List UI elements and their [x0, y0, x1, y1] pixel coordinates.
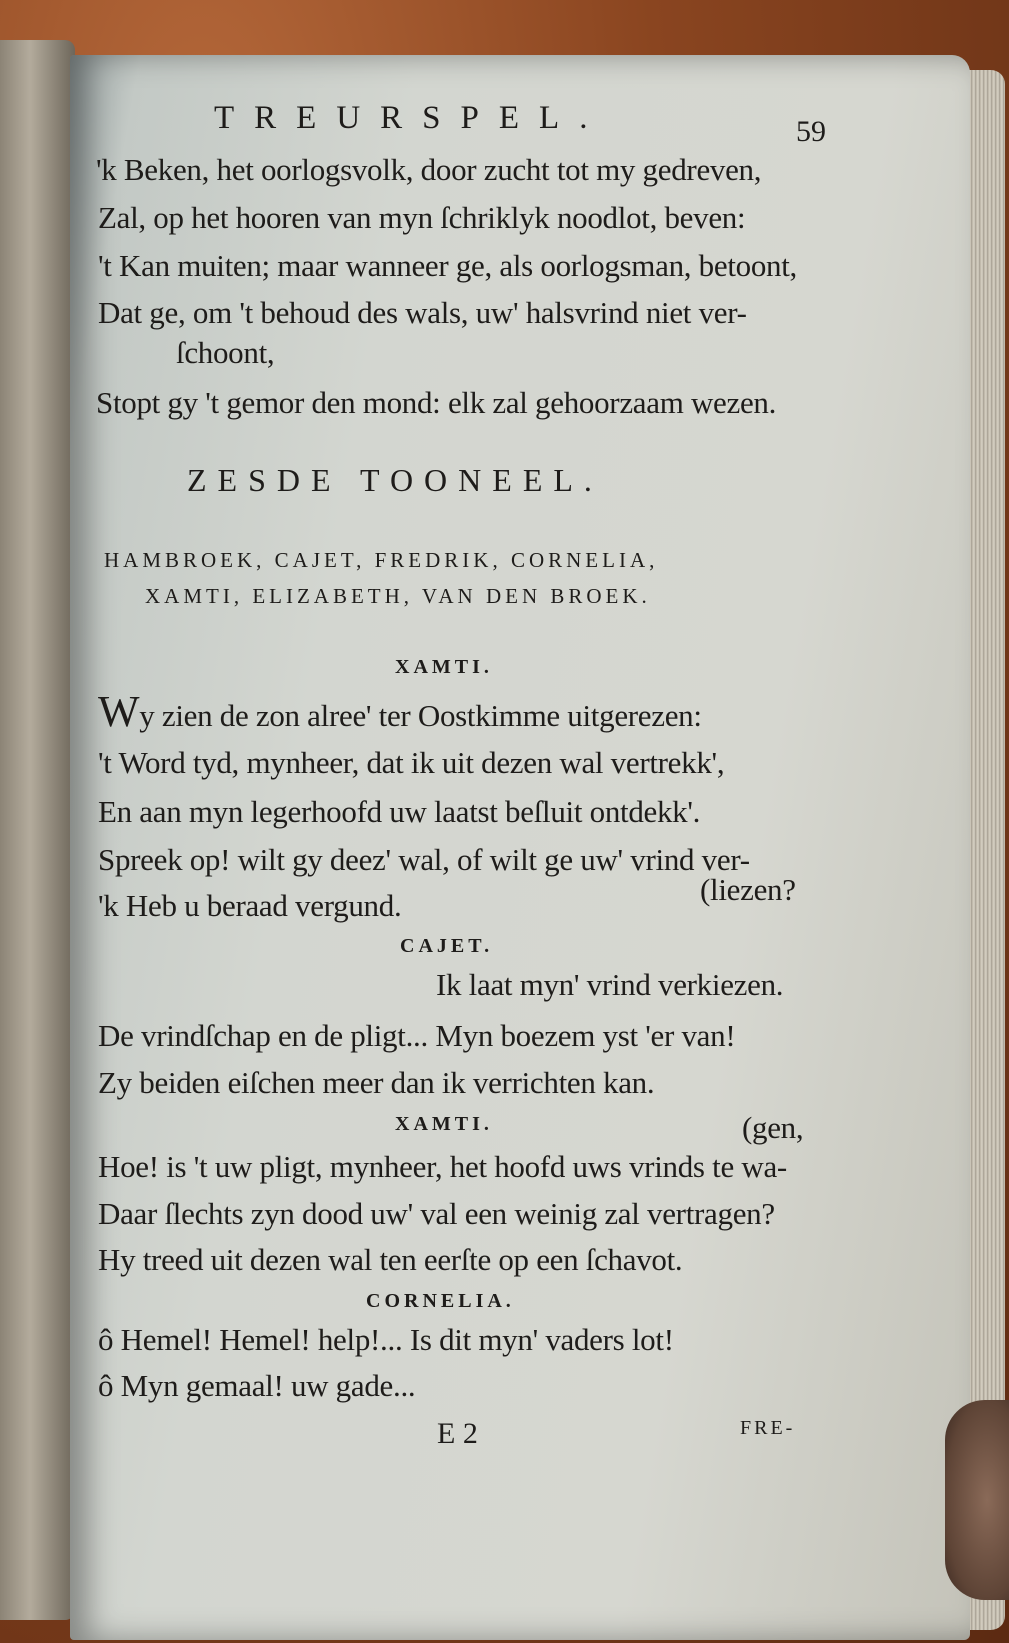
verse-line: Stopt gy 't gemor den mond: elk zal gehoorzaam wezen.: [96, 385, 777, 420]
page-number: 59: [796, 115, 826, 148]
catchword: FRE-: [740, 1417, 796, 1439]
drop-capital: W: [98, 687, 140, 736]
thumb: [945, 1400, 1009, 1600]
speaker-name: CAJET.: [400, 935, 494, 957]
speaker-name: XAMTI.: [395, 656, 493, 678]
dialogue-line: [98, 687, 702, 736]
verse-line: 'k Beken, het oorlogsvolk, door zucht tot my gedreven,: [96, 152, 762, 187]
dialogue-line: Zy beiden eiſchen meer dan ik verrichten kan.: [98, 1065, 655, 1100]
scene-title: ZESDE TOONEEL.: [187, 462, 603, 498]
turnover-text: (gen,: [742, 1110, 804, 1145]
verse-line: ſchoont,: [176, 335, 275, 370]
dialogue-line: 'k Heb u beraad vergund.: [98, 888, 402, 923]
dialogue-line: Daar ſlechts zyn dood uw' val een weinig zal vertragen?: [98, 1196, 775, 1231]
dialogue-line: Hy treed uit dezen wal ten eerſte op een ſchavot.: [98, 1242, 683, 1277]
turnover-text: (liezen?: [700, 872, 796, 907]
verse-line: 't Kan muiten; maar wanneer ge, als oorlogsman, betoont,: [98, 248, 798, 283]
running-head: TREURSPEL.: [214, 100, 608, 136]
dialogue-line: Spreek op! wilt gy deez' wal, of wilt ge uw' vrind ver-: [98, 842, 750, 877]
dialogue-text: y zien de zon alree' ter Oostkimme uitgerezen:: [139, 698, 702, 733]
dialogue-line: ô Hemel! Hemel! help!... Is dit myn' vaders lot!: [98, 1322, 674, 1357]
verse-line: Dat ge, om 't behoud des wals, uw' halsvrind niet ver-: [98, 295, 747, 330]
speaker-name: XAMTI.: [395, 1113, 493, 1135]
dramatis-personae-line: HAMBROEK, CAJET, FREDRIK, CORNELIA,: [104, 548, 659, 572]
dialogue-line: De vrindſchap en de pligt... Myn boezem yst 'er van!: [98, 1018, 736, 1053]
dialogue-line: En aan myn legerhoofd uw laatst beſluit ontdekk'.: [98, 794, 701, 829]
signature-mark: E 2: [437, 1417, 478, 1450]
dramatis-personae-line: XAMTI, ELIZABETH, VAN DEN BROEK.: [145, 584, 651, 608]
dialogue-line: Hoe! is 't uw pligt, mynheer, het hoofd uws vrinds te wa-: [98, 1149, 787, 1184]
dialogue-line: ô Myn gemaal! uw gade...: [98, 1368, 416, 1403]
verse-line: Zal, op het hooren van myn ſchriklyk noodlot, beven:: [98, 200, 746, 235]
dialogue-line: Ik laat myn' vrind verkiezen.: [436, 967, 784, 1002]
speaker-name: CORNELIA.: [366, 1290, 515, 1312]
dialogue-line: 't Word tyd, mynheer, dat ik uit dezen wal vertrekk',: [98, 745, 725, 780]
left-facing-page-edge: [0, 40, 75, 1620]
